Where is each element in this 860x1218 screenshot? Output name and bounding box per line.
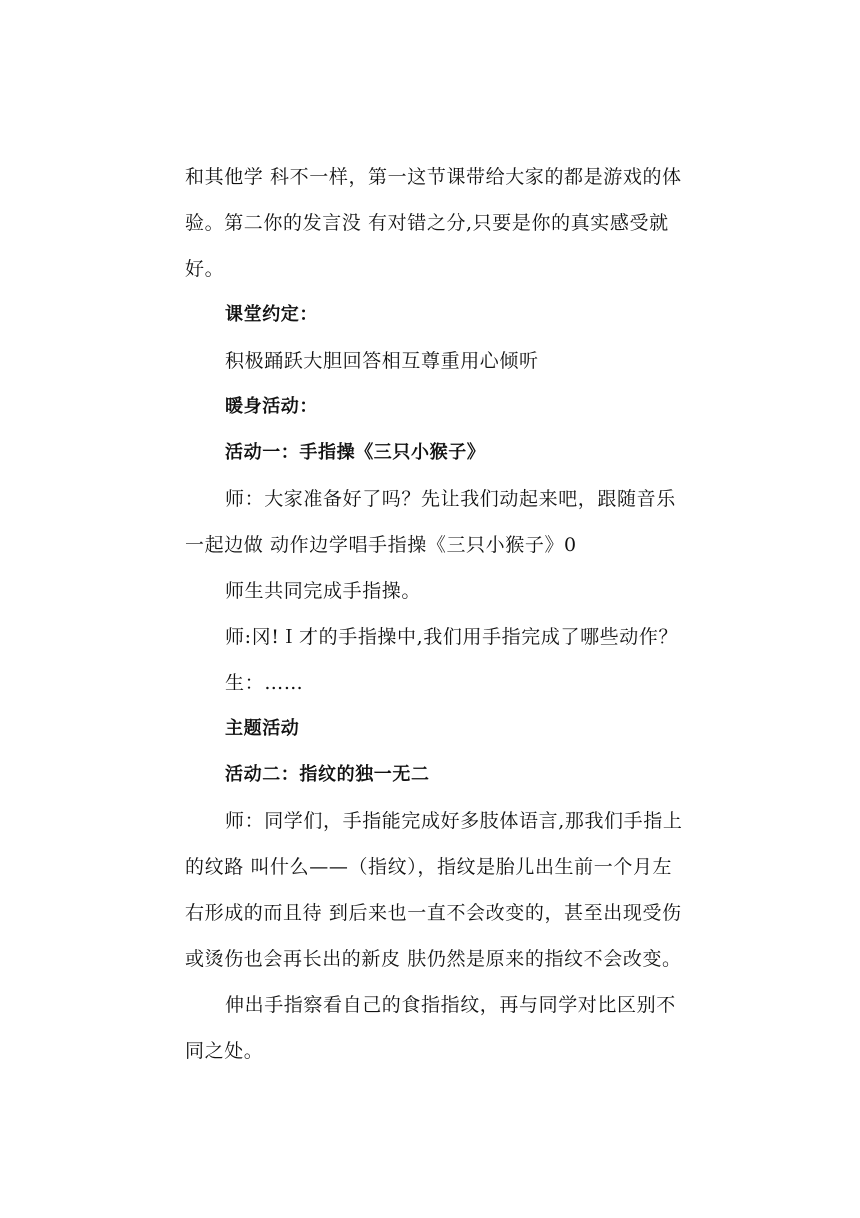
main-paragraph-line-2: 的纹路 叫什么——（指纹），指纹是胎儿出生前一个月左 [185, 856, 673, 878]
activity-two-title: 活动二：指纹的独一无二 [225, 764, 430, 785]
intro-line-2: 验。第二你的发言没 有对错之分,只要是你的真实感受就 [185, 212, 669, 234]
warmup-paragraph-4: 生：…… [225, 672, 304, 694]
warmup-heading: 暖身活动： [225, 396, 318, 417]
main-paragraph-2-line-1: 伸出手指察看自己的食指指纹，再与同学对比区别不 [225, 994, 676, 1016]
rules-heading: 课堂约定： [225, 304, 318, 325]
warmup-paragraph-line-1: 师：大家准备好了吗？先让我们动起来吧，跟随音乐 [225, 488, 676, 510]
activity-one-title: 活动一：手指操《三只小猴子》 [225, 442, 486, 463]
main-paragraph-line-4: 或烫伤也会再长出的新皮 肤仍然是原来的指纹不会改变。 [185, 948, 682, 970]
warmup-paragraph-3: 师:冈!Ｉ才的手指操中,我们用手指完成了哪些动作？ [225, 626, 679, 648]
document-body [185, 154, 685, 1074]
intro-line-3: 好。 [185, 258, 225, 280]
main-heading: 主题活动 [225, 718, 300, 739]
rules-text: 积极踊跃大胆回答相互尊重用心倾听 [225, 350, 539, 372]
main-paragraph-line-3: 右形成的而且待 到后来也一直不会改变的，甚至出现受伤 [185, 902, 682, 924]
intro-line-1: 和其他学 科不一样，第一这节课带给大家的都是游戏的体 [185, 166, 682, 188]
warmup-paragraph-2: 师生共同完成手指操。 [225, 580, 422, 602]
main-paragraph-2-line-2: 同之处。 [185, 1040, 264, 1062]
warmup-paragraph-line-2: 一起边做 动作边学唱手指操《三只小猴子》0 [185, 534, 577, 556]
main-paragraph-line-1: 师：同学们，手指能完成好多肢体语言,那我们手指上 [225, 810, 683, 832]
